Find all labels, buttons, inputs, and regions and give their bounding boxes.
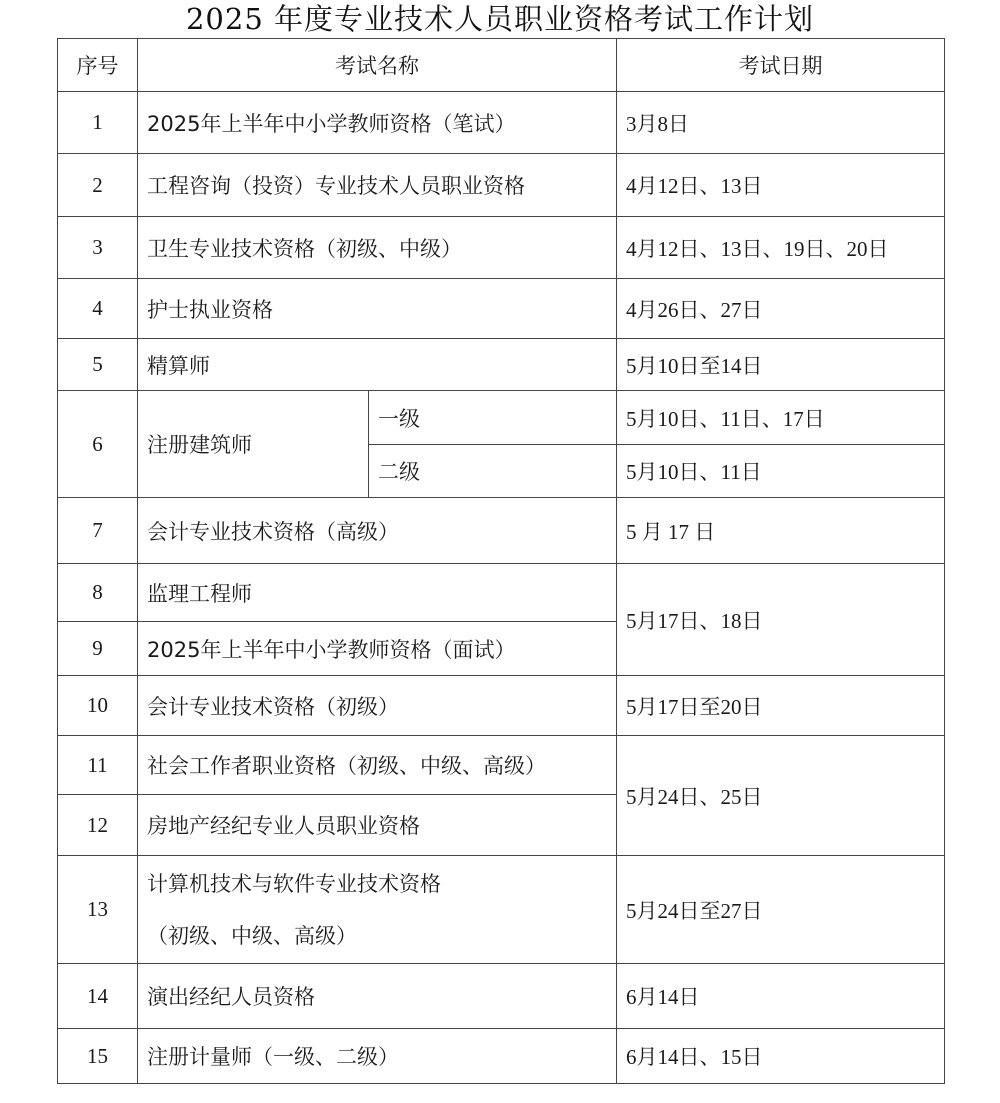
- exam-name: 社会工作者职业资格（初级、中级、高级）: [138, 736, 617, 795]
- table-row: [58, 154, 945, 217]
- row-no: 8: [58, 564, 138, 622]
- header-name: 考试名称: [138, 39, 617, 92]
- exam-name-line2: （初级、中级、高级）: [147, 923, 357, 948]
- row-no: 4: [58, 279, 138, 339]
- header-no: 序号: [58, 39, 138, 92]
- exam-name: 演出经纪人员资格: [138, 964, 617, 1029]
- exam-date: 5月10日、11日: [617, 445, 945, 498]
- table-row: [58, 676, 945, 736]
- exam-name: 卫生专业技术资格（初级、中级）: [138, 217, 617, 279]
- exam-name: 房地产经纪专业人员职业资格: [138, 795, 617, 856]
- exam-name: 护士执业资格: [138, 279, 617, 339]
- exam-date: 4月26日、27日: [617, 279, 945, 339]
- row-no: 2: [58, 154, 138, 217]
- row-no: 1: [58, 92, 138, 154]
- exam-date: 5月24日、25日: [617, 736, 945, 856]
- exam-date: 5月17日至20日: [617, 676, 945, 736]
- exam-date: 3月8日: [617, 92, 945, 154]
- table-row: [58, 92, 945, 154]
- exam-date: 6月14日、15日: [617, 1029, 945, 1084]
- exam-date: 6月14日: [617, 964, 945, 1029]
- row-no: 7: [58, 498, 138, 564]
- row-no: 3: [58, 217, 138, 279]
- exam-name: 2025年上半年中小学教师资格（面试）: [138, 622, 617, 676]
- document-title: 2025 年度专业技术人员职业资格考试工作计划: [185, 2, 815, 36]
- row-no: 6: [58, 391, 138, 498]
- row-no: 10: [58, 676, 138, 736]
- table-row: [58, 736, 945, 795]
- exam-date: 4月12日、13日: [617, 154, 945, 217]
- exam-date: 5月10日、11日、17日: [617, 391, 945, 445]
- table-row: [58, 1029, 945, 1084]
- row-no: 15: [58, 1029, 138, 1084]
- exam-name-multiline: [138, 856, 617, 964]
- exam-name: 精算师: [138, 339, 617, 391]
- table-row: [58, 339, 945, 391]
- exam-level: 二级: [369, 445, 617, 498]
- row-no: 12: [58, 795, 138, 856]
- exam-date: 5月10日至14日: [617, 339, 945, 391]
- table-row: [58, 217, 945, 279]
- exam-date: 5 月 17 日: [617, 498, 945, 564]
- header-date: 考试日期: [617, 39, 945, 92]
- table-row: [58, 498, 945, 564]
- table-row: [58, 856, 945, 964]
- exam-name: 会计专业技术资格（初级）: [138, 676, 617, 736]
- row-no: 13: [58, 856, 138, 964]
- exam-schedule-table: [57, 38, 945, 1084]
- table-row: [58, 564, 945, 622]
- exam-name: 工程咨询（投资）专业技术人员职业资格: [138, 154, 617, 217]
- exam-name-line1: 计算机技术与软件专业技术资格: [147, 871, 441, 896]
- exam-date: 5月24日至27日: [617, 856, 945, 964]
- exam-name: 监理工程师: [138, 564, 617, 622]
- row-no: 5: [58, 339, 138, 391]
- row-no: 9: [58, 622, 138, 676]
- exam-date: 4月12日、13日、19日、20日: [617, 217, 945, 279]
- exam-name: 2025年上半年中小学教师资格（笔试）: [138, 92, 617, 154]
- exam-name: 注册计量师（一级、二级）: [138, 1029, 617, 1084]
- table-header-row: [58, 39, 945, 92]
- exam-name: 会计专业技术资格（高级）: [138, 498, 617, 564]
- exam-date: 5月17日、18日: [617, 564, 945, 676]
- table-row: [58, 391, 945, 445]
- row-no: 11: [58, 736, 138, 795]
- exam-name: 注册建筑师: [138, 391, 369, 498]
- table-row: [58, 279, 945, 339]
- table-row: [58, 964, 945, 1029]
- exam-level: 一级: [369, 391, 617, 445]
- row-no: 14: [58, 964, 138, 1029]
